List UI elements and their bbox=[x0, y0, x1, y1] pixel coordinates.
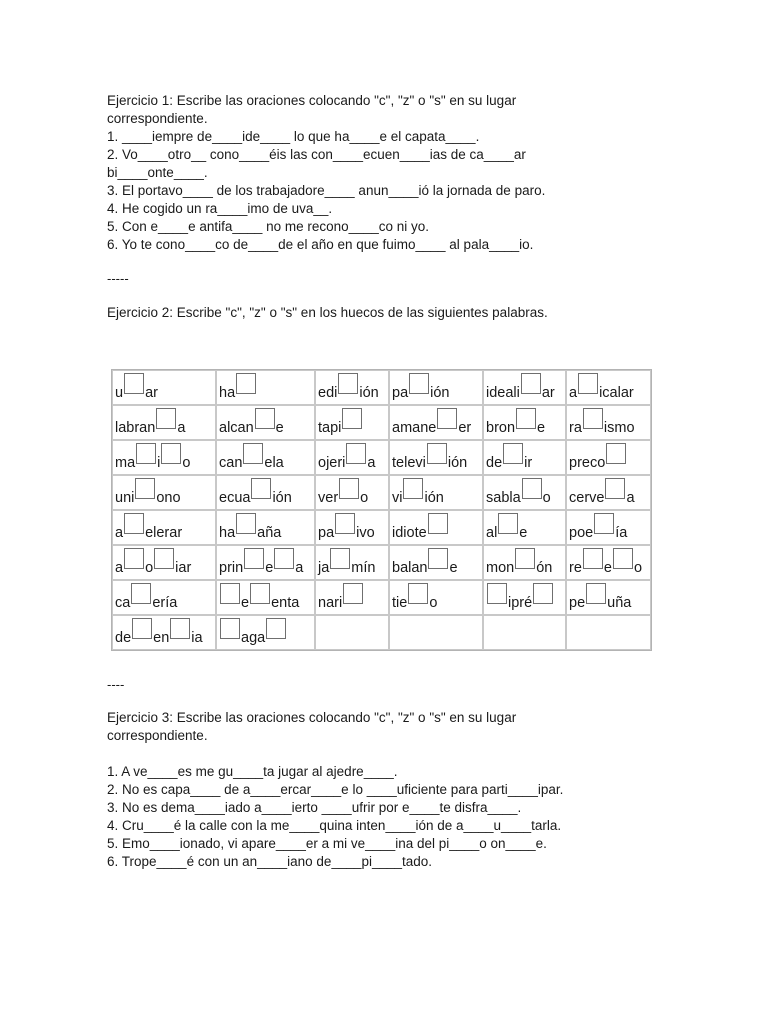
word-fragment: i bbox=[157, 455, 161, 471]
word-fragment: televi bbox=[392, 455, 426, 471]
word-cell bbox=[216, 370, 315, 405]
word bbox=[318, 371, 388, 404]
word-fragment: o bbox=[542, 490, 551, 506]
word-fragment: ha bbox=[219, 525, 236, 541]
letter-blank-box[interactable] bbox=[330, 548, 350, 569]
word-fragment: ono bbox=[156, 490, 181, 506]
word-fragment: ar bbox=[541, 385, 555, 401]
exercise2-title: Ejercicio 2: Escribe "c", "z" o "s" en los huecos de las siguientes palabras. bbox=[107, 305, 548, 320]
word bbox=[569, 441, 650, 474]
letter-blank-box[interactable] bbox=[533, 583, 553, 604]
word-fragment: aña bbox=[257, 525, 282, 541]
exercise1-sentence: 3. El portavo____ de los trabajadore____ anun____ió la jornada de paro. bbox=[107, 183, 546, 198]
separator: ---- bbox=[107, 677, 125, 692]
word bbox=[392, 581, 482, 614]
word-fragment: ión bbox=[359, 385, 379, 401]
letter-blank-box[interactable] bbox=[244, 548, 264, 569]
letter-blank-box[interactable] bbox=[236, 513, 256, 534]
word bbox=[486, 476, 565, 509]
word-fragment: tapi bbox=[318, 420, 342, 436]
word bbox=[486, 511, 565, 544]
letter-blank-box[interactable] bbox=[428, 548, 448, 569]
word bbox=[569, 616, 650, 649]
word bbox=[486, 371, 565, 404]
word-cell bbox=[389, 440, 483, 475]
word-cell bbox=[112, 405, 216, 440]
word bbox=[115, 581, 215, 614]
letter-blank-box[interactable] bbox=[515, 548, 535, 569]
word-fragment: ecua bbox=[219, 490, 251, 506]
word-fragment: sabla bbox=[486, 490, 521, 506]
word-cell bbox=[112, 370, 216, 405]
word bbox=[569, 476, 650, 509]
letter-blank-box[interactable] bbox=[521, 373, 541, 394]
word-fragment: aga bbox=[241, 630, 266, 646]
letter-blank-box[interactable] bbox=[605, 478, 625, 499]
word-fragment: ha bbox=[219, 385, 236, 401]
letter-blank-box[interactable] bbox=[156, 408, 176, 429]
word bbox=[569, 371, 650, 404]
word-fragment: iar bbox=[175, 560, 192, 576]
word bbox=[392, 476, 482, 509]
word-fragment: ismo bbox=[603, 420, 635, 436]
word-cell bbox=[483, 510, 566, 545]
word-row bbox=[112, 545, 651, 580]
word bbox=[318, 441, 388, 474]
word-fragment: ojeri bbox=[318, 455, 346, 471]
letter-blank-box[interactable] bbox=[403, 478, 423, 499]
word-fragment: o bbox=[360, 490, 369, 506]
word bbox=[115, 406, 215, 439]
word-fragment: ión bbox=[424, 490, 444, 506]
word-row bbox=[112, 580, 651, 615]
word-fragment: a bbox=[177, 420, 186, 436]
word-cell bbox=[483, 370, 566, 405]
word-fragment: o bbox=[633, 560, 643, 576]
exercise3-sentence: 6. Trope____é con un an____iano de____pi____tado. bbox=[107, 854, 433, 869]
word bbox=[318, 476, 388, 509]
word bbox=[219, 441, 314, 474]
letter-blank-box[interactable] bbox=[124, 373, 144, 394]
word-cell bbox=[112, 510, 216, 545]
word bbox=[486, 616, 565, 649]
word-fragment: ía bbox=[615, 525, 628, 541]
word-fragment: ca bbox=[115, 595, 131, 611]
word-cell bbox=[112, 545, 216, 580]
word-fragment: mon bbox=[486, 560, 515, 576]
exercise1-sentence: 1. ____iempre de____ide____ lo que ha____e el capata____. bbox=[107, 129, 480, 144]
letter-blank-box[interactable] bbox=[343, 583, 363, 604]
word-cell bbox=[216, 440, 315, 475]
word-cell bbox=[483, 615, 566, 650]
word bbox=[392, 616, 482, 649]
word-fragment: enta bbox=[271, 595, 300, 611]
letter-blank-box[interactable] bbox=[236, 373, 256, 394]
word-fragment: de bbox=[115, 630, 132, 646]
letter-blank-box[interactable] bbox=[136, 443, 156, 464]
exercise2-table-wrapper bbox=[111, 369, 652, 651]
word-cell bbox=[483, 580, 566, 615]
word-row bbox=[112, 370, 651, 405]
word-cell bbox=[566, 440, 651, 475]
letter-blank-box[interactable] bbox=[266, 618, 286, 639]
word-fragment: a bbox=[367, 455, 376, 471]
letter-blank-box[interactable] bbox=[132, 618, 152, 639]
separator: ----- bbox=[107, 271, 129, 286]
word-cell bbox=[216, 615, 315, 650]
letter-blank-box[interactable] bbox=[251, 478, 271, 499]
word-fragment: idiote bbox=[392, 525, 427, 541]
word-fragment: ión bbox=[447, 455, 468, 471]
word-fragment: balan bbox=[392, 560, 428, 576]
letter-blank-box[interactable] bbox=[250, 583, 270, 604]
letter-blank-box[interactable] bbox=[516, 408, 536, 429]
word-fragment: prin bbox=[219, 560, 244, 576]
word-cell bbox=[216, 545, 315, 580]
word-cell bbox=[216, 510, 315, 545]
letter-blank-box[interactable] bbox=[606, 443, 626, 464]
exercise3-sentence: 1. A ve____es me gu____ta jugar al ajedre____. bbox=[107, 764, 398, 779]
word bbox=[392, 546, 482, 579]
word-fragment: pa bbox=[318, 525, 335, 541]
letter-blank-box[interactable] bbox=[124, 548, 144, 569]
word-fragment: re bbox=[569, 560, 582, 576]
exercise3-title-cont: correspondiente. bbox=[107, 728, 208, 743]
word-cell bbox=[315, 440, 389, 475]
exercise1-sentence: 6. Yo te cono____co de____de el año en que fuimo____ al pala____io. bbox=[107, 237, 534, 252]
word-row bbox=[112, 475, 651, 510]
word bbox=[219, 581, 314, 614]
word-fragment: ra bbox=[569, 420, 582, 436]
letter-blank-box[interactable] bbox=[154, 548, 174, 569]
exercise1-sentence: 5. Con e____e antifa____ no me recono____co ni yo. bbox=[107, 219, 429, 234]
word-fragment: poe bbox=[569, 525, 594, 541]
word-fragment: o bbox=[182, 455, 191, 471]
exercise3-sentence: 4. Cru____é la calle con la me____quina inten____ión de a____u____tarla. bbox=[107, 818, 562, 833]
word bbox=[486, 581, 565, 614]
word-cell bbox=[389, 580, 483, 615]
word-fragment: a bbox=[626, 490, 635, 506]
word-cell bbox=[315, 510, 389, 545]
word bbox=[318, 511, 388, 544]
word bbox=[569, 581, 650, 614]
word-fragment: pa bbox=[392, 385, 409, 401]
word-cell bbox=[483, 545, 566, 580]
word-fragment: ería bbox=[152, 595, 178, 611]
word-cell bbox=[483, 440, 566, 475]
word-fragment: ivo bbox=[356, 525, 375, 541]
word-fragment: edi bbox=[318, 385, 338, 401]
word-fragment: o bbox=[145, 560, 154, 576]
word bbox=[115, 476, 215, 509]
word-fragment: preco bbox=[569, 455, 606, 471]
word bbox=[569, 406, 650, 439]
letter-blank-box[interactable] bbox=[220, 618, 240, 639]
word-fragment: nari bbox=[318, 595, 343, 611]
word bbox=[486, 406, 565, 439]
word bbox=[115, 616, 215, 649]
word-fragment: bron bbox=[486, 420, 516, 436]
word bbox=[486, 441, 565, 474]
letter-blank-box[interactable] bbox=[583, 408, 603, 429]
word-fragment: a bbox=[115, 560, 124, 576]
exercise1 bbox=[107, 92, 707, 322]
letter-blank-box[interactable] bbox=[255, 408, 275, 429]
word bbox=[115, 511, 215, 544]
word-cell bbox=[315, 475, 389, 510]
word bbox=[569, 546, 650, 579]
word bbox=[219, 511, 314, 544]
word bbox=[318, 581, 388, 614]
word-fragment: mín bbox=[351, 560, 376, 576]
letter-blank-box[interactable] bbox=[131, 583, 151, 604]
word-cell bbox=[389, 475, 483, 510]
word-fragment: alcan bbox=[219, 420, 254, 436]
word-fragment: ir bbox=[524, 455, 533, 471]
letter-blank-box[interactable] bbox=[503, 443, 523, 464]
word-cell bbox=[566, 615, 651, 650]
word-fragment: e bbox=[241, 595, 250, 611]
word-fragment: e bbox=[519, 525, 528, 541]
word-cell bbox=[483, 475, 566, 510]
letter-blank-box[interactable] bbox=[124, 513, 144, 534]
word bbox=[115, 441, 215, 474]
letter-blank-box[interactable] bbox=[437, 408, 457, 429]
exercise1-sentence: 2. Vo____otro__ cono____éis las con____ecuen____ias de ca____ar bbox=[107, 147, 526, 162]
word bbox=[115, 371, 215, 404]
exercise3-sentence: 3. No es dema____iado a____ierto ____ufrir por e____te disfra____. bbox=[107, 800, 522, 815]
letter-blank-box[interactable] bbox=[408, 583, 428, 604]
letter-blank-box[interactable] bbox=[339, 478, 359, 499]
exercise3-sentence: 2. No es capa____ de a____ercar____e lo ____uficiente para parti____ipar. bbox=[107, 782, 564, 797]
word-cell bbox=[315, 370, 389, 405]
word-fragment: ja bbox=[318, 560, 330, 576]
word-cell bbox=[112, 580, 216, 615]
letter-blank-box[interactable] bbox=[613, 548, 633, 569]
exercise1-sentence: 4. He cogido un ra____imo de uva__. bbox=[107, 201, 333, 216]
word bbox=[318, 406, 388, 439]
word bbox=[392, 441, 482, 474]
word-cell bbox=[566, 510, 651, 545]
word bbox=[392, 511, 482, 544]
word-row bbox=[112, 510, 651, 545]
word bbox=[318, 616, 388, 649]
word-fragment: e bbox=[275, 420, 284, 436]
word-fragment: ver bbox=[318, 490, 339, 506]
word-fragment: cerve bbox=[569, 490, 605, 506]
letter-blank-box[interactable] bbox=[220, 583, 240, 604]
letter-blank-box[interactable] bbox=[342, 408, 362, 429]
letter-blank-box[interactable] bbox=[346, 443, 366, 464]
word-cell bbox=[389, 370, 483, 405]
word-cell bbox=[389, 545, 483, 580]
word-fragment: al bbox=[486, 525, 498, 541]
word bbox=[318, 546, 388, 579]
letter-blank-box[interactable] bbox=[427, 443, 447, 464]
letter-blank-box[interactable] bbox=[274, 548, 294, 569]
word-cell bbox=[566, 545, 651, 580]
word-cell bbox=[389, 510, 483, 545]
word-fragment: ia bbox=[191, 630, 203, 646]
exercise3-sentence: 5. Emo____ionado, vi apare____er a mi ve____ina del pi____o on____e. bbox=[107, 836, 547, 851]
word-cell bbox=[315, 545, 389, 580]
exercise3 bbox=[107, 709, 707, 871]
word-fragment: u bbox=[115, 385, 124, 401]
word-fragment: can bbox=[219, 455, 243, 471]
word-fragment: ón bbox=[536, 560, 553, 576]
word-row bbox=[112, 405, 651, 440]
word-fragment: e bbox=[449, 560, 458, 576]
letter-blank-box[interactable] bbox=[583, 548, 603, 569]
word bbox=[115, 546, 215, 579]
word-fragment: o bbox=[429, 595, 438, 611]
letter-blank-box[interactable] bbox=[170, 618, 190, 639]
word bbox=[219, 546, 314, 579]
word-fragment: a bbox=[115, 525, 124, 541]
exercise2-word-table bbox=[111, 369, 652, 651]
exercise1-title-cont: correspondiente. bbox=[107, 111, 208, 126]
word-fragment: labran bbox=[115, 420, 156, 436]
word-cell bbox=[315, 405, 389, 440]
word-fragment: elerar bbox=[145, 525, 183, 541]
word-fragment: pe bbox=[569, 595, 586, 611]
exercise1-title: Ejercicio 1: Escribe las oraciones colocando "c", "z" o "s" en su lugar bbox=[107, 93, 517, 108]
word-cell bbox=[566, 405, 651, 440]
word-fragment: a bbox=[295, 560, 304, 576]
word-cell bbox=[566, 475, 651, 510]
word bbox=[219, 406, 314, 439]
exercise3-title: Ejercicio 3: Escribe las oraciones colocando "c", "z" o "s" en su lugar bbox=[107, 710, 517, 725]
word-fragment: en bbox=[153, 630, 170, 646]
word-fragment: uña bbox=[607, 595, 632, 611]
word-fragment: amane bbox=[392, 420, 437, 436]
word-fragment: ma bbox=[115, 455, 136, 471]
word-fragment: ión bbox=[430, 385, 450, 401]
word bbox=[219, 371, 314, 404]
word-cell bbox=[566, 370, 651, 405]
word-fragment: icalar bbox=[599, 385, 634, 401]
word-fragment: de bbox=[486, 455, 503, 471]
word-fragment: vi bbox=[392, 490, 403, 506]
word bbox=[219, 616, 314, 649]
word-row bbox=[112, 615, 651, 650]
letter-blank-box[interactable] bbox=[522, 478, 542, 499]
letter-blank-box[interactable] bbox=[498, 513, 518, 534]
word bbox=[219, 476, 314, 509]
word-fragment: e bbox=[537, 420, 546, 436]
word-fragment: ipré bbox=[508, 595, 533, 611]
word-cell bbox=[216, 475, 315, 510]
word-fragment: tie bbox=[392, 595, 408, 611]
letter-blank-box[interactable] bbox=[335, 513, 355, 534]
letter-blank-box[interactable] bbox=[338, 373, 358, 394]
letter-blank-box[interactable] bbox=[135, 478, 155, 499]
word-cell bbox=[112, 615, 216, 650]
word-cell bbox=[216, 405, 315, 440]
word-fragment: ión bbox=[272, 490, 292, 506]
word-cell bbox=[566, 580, 651, 615]
letter-blank-box[interactable] bbox=[428, 513, 448, 534]
word-cell bbox=[483, 405, 566, 440]
exercise1-sentence: bi____onte____. bbox=[107, 165, 208, 180]
word bbox=[569, 511, 650, 544]
letter-blank-box[interactable] bbox=[243, 443, 263, 464]
word-cell bbox=[112, 475, 216, 510]
word-fragment: e bbox=[265, 560, 274, 576]
word-fragment: e bbox=[603, 560, 612, 576]
word-cell bbox=[315, 615, 389, 650]
word-fragment: ideali bbox=[486, 385, 520, 401]
word-row bbox=[112, 440, 651, 475]
word bbox=[486, 546, 565, 579]
letter-blank-box[interactable] bbox=[161, 443, 181, 464]
word-fragment: ar bbox=[145, 385, 158, 401]
word-cell bbox=[389, 405, 483, 440]
word-cell bbox=[315, 580, 389, 615]
word-fragment: ela bbox=[264, 455, 284, 471]
word-cell bbox=[216, 580, 315, 615]
word-fragment: er bbox=[458, 420, 472, 436]
word bbox=[392, 406, 482, 439]
spacer bbox=[107, 745, 707, 763]
word bbox=[392, 371, 482, 404]
word-fragment: uni bbox=[115, 490, 135, 506]
word-fragment: a bbox=[569, 385, 578, 401]
letter-blank-box[interactable] bbox=[409, 373, 429, 394]
word-cell bbox=[112, 440, 216, 475]
letter-blank-box[interactable] bbox=[578, 373, 598, 394]
letter-blank-box[interactable] bbox=[487, 583, 507, 604]
letter-blank-box[interactable] bbox=[586, 583, 606, 604]
word-cell bbox=[389, 615, 483, 650]
letter-blank-box[interactable] bbox=[594, 513, 614, 534]
